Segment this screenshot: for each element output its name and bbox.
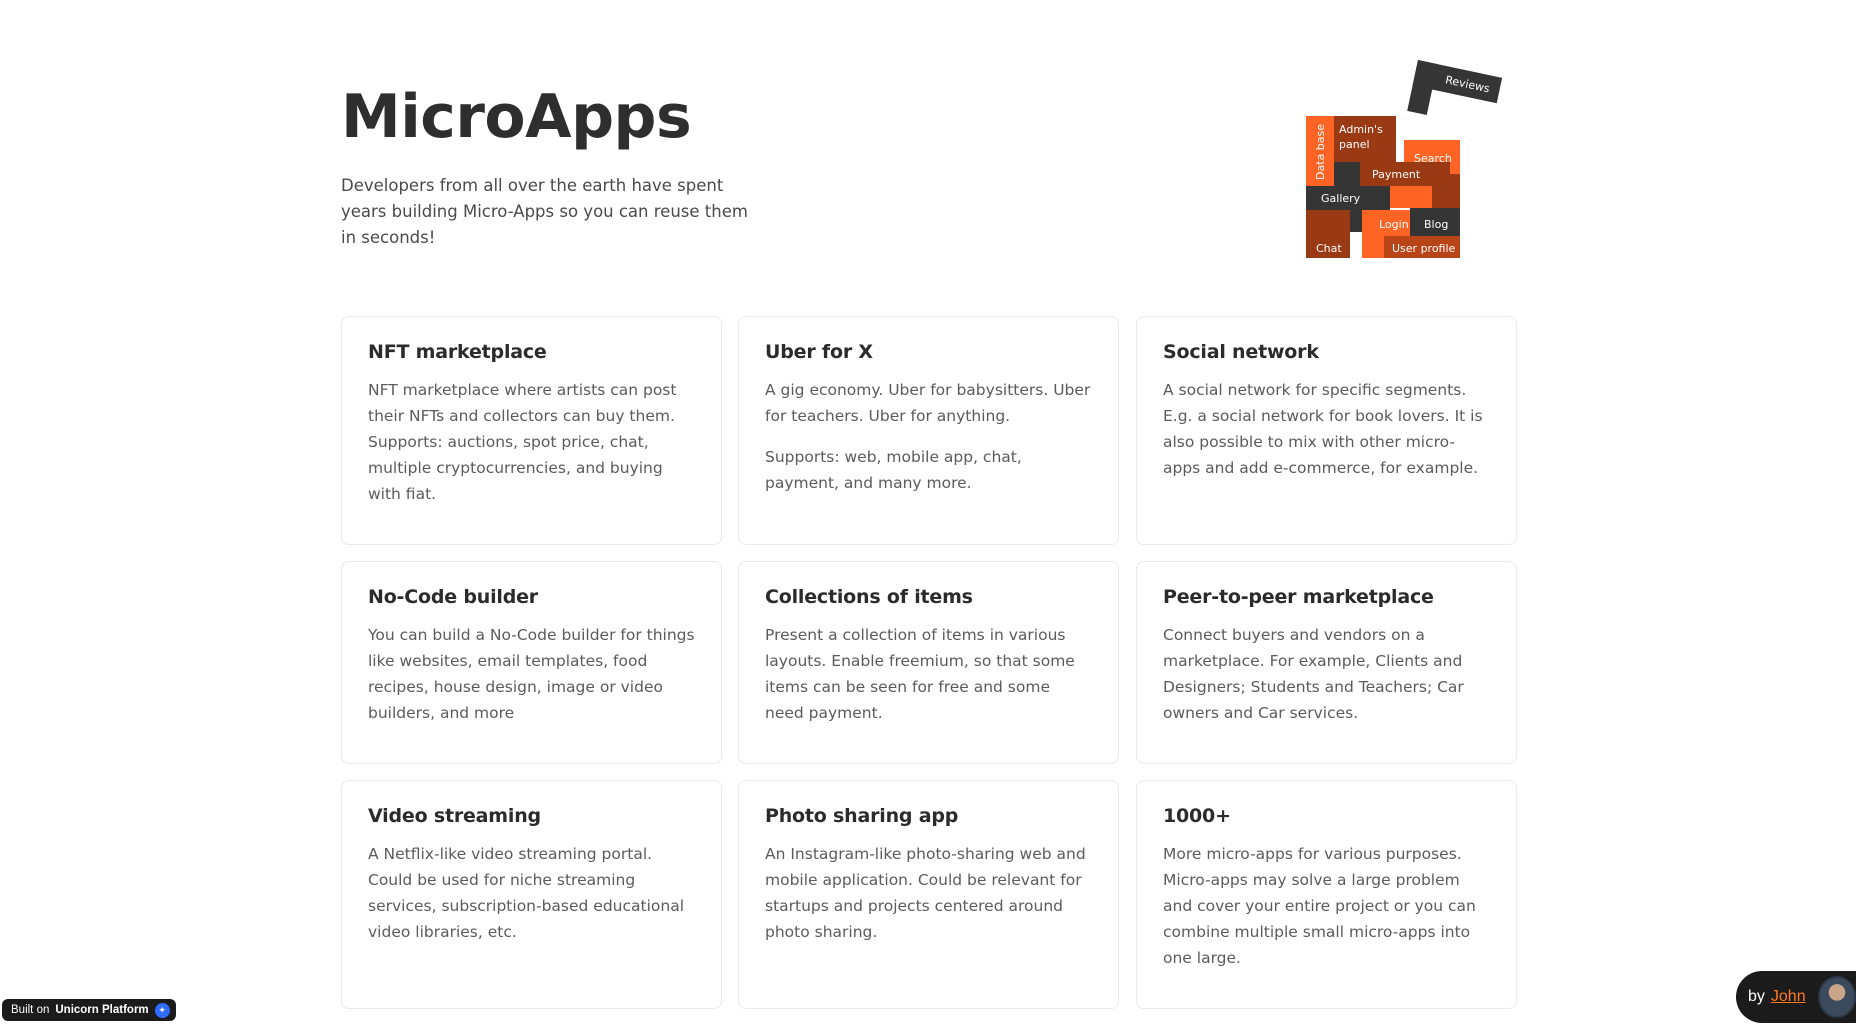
blog-label: Blog bbox=[1424, 218, 1449, 231]
panel-label: panel bbox=[1339, 138, 1370, 151]
payment-label: Payment bbox=[1372, 168, 1421, 181]
card-description: A Netflix-like video streaming portal. Could be used for niche streaming services, subscription-based educational video libraries, etc. bbox=[368, 845, 685, 941]
card-description: You can build a No-Code builder for things like websites, email templates, food recipes, house design, image or video builders, and more bbox=[368, 626, 695, 722]
author-badge[interactable] bbox=[1736, 971, 1856, 1023]
card-title: Video streaming bbox=[368, 805, 541, 827]
card-photo-sharing-app[interactable] bbox=[738, 780, 1119, 1009]
card-description: A gig economy. Uber for babysitters. Uber for teachers. Uber for anything. bbox=[765, 381, 1091, 425]
micro-apps-illustration bbox=[1300, 52, 1520, 287]
by-prefix: by bbox=[1748, 988, 1765, 1005]
card-social-network[interactable] bbox=[1136, 316, 1517, 545]
card-title: NFT marketplace bbox=[368, 341, 547, 363]
card-collections-of-items[interactable] bbox=[738, 561, 1119, 764]
card-video-streaming[interactable] bbox=[341, 780, 722, 1009]
card-title: 1000+ bbox=[1163, 805, 1231, 827]
search-label: Search bbox=[1414, 152, 1452, 165]
author-avatar bbox=[1818, 976, 1856, 1018]
card-1000-plus[interactable] bbox=[1136, 780, 1517, 1009]
page-title: MicroApps bbox=[341, 82, 692, 152]
card-title: Uber for X bbox=[765, 341, 873, 363]
page-subtitle: Developers from all over the earth have spent years building Micro-Apps so you can reuse them in seconds! bbox=[341, 176, 748, 247]
card-title: Peer-to-peer marketplace bbox=[1163, 586, 1434, 608]
card-peer-to-peer-marketplace[interactable] bbox=[1136, 561, 1517, 764]
card-description: Connect buyers and vendors on a marketplace. For example, Clients and Designers; Students and Teachers; Car owners and Car services. bbox=[1163, 626, 1464, 722]
card-title: Social network bbox=[1163, 341, 1319, 363]
chat-label: Chat bbox=[1316, 242, 1342, 255]
database-label: Data base bbox=[1314, 124, 1327, 180]
card-description: A social network for specific segments. E.g. a social network for book lovers. It is also possible to mix with other micro-apps and add e-commerce, for example. bbox=[1163, 381, 1483, 477]
platform-name: Unicorn Platform bbox=[55, 1004, 149, 1016]
user-profile-label: User profile bbox=[1392, 242, 1456, 255]
card-nft-marketplace[interactable] bbox=[341, 316, 722, 545]
reviews-label: Reviews bbox=[1444, 73, 1491, 96]
built-on-prefix: Built on bbox=[11, 1004, 50, 1016]
card-title: Photo sharing app bbox=[765, 805, 959, 827]
author-link[interactable]: John bbox=[1770, 988, 1806, 1005]
unicorn-logo-icon: ✦ bbox=[155, 1003, 170, 1018]
gallery-label: Gallery bbox=[1321, 192, 1361, 205]
built-on-unicorn-badge[interactable] bbox=[2, 999, 176, 1021]
card-description: An Instagram-like photo-sharing web and mobile application. Could be relevant for startups and projects centered around photo sharing. bbox=[765, 845, 1086, 941]
admin-label: Admin's bbox=[1339, 123, 1383, 136]
card-no-code-builder[interactable] bbox=[341, 561, 722, 764]
card-description-extra: Supports: web, mobile app, chat, payment, and many more. bbox=[765, 448, 1022, 492]
card-title: Collections of items bbox=[765, 586, 973, 608]
login-label: Login bbox=[1379, 218, 1409, 231]
card-title: No-Code builder bbox=[368, 586, 538, 608]
card-uber-for-x[interactable] bbox=[738, 316, 1119, 545]
card-description: Present a collection of items in various layouts. Enable freemium, so that some items can be seen for free and some need payment. bbox=[765, 626, 1075, 722]
card-description: NFT marketplace where artists can post their NFTs and collectors can buy them. Supports: auctions, spot price, chat, multiple cryptocurrencies, and buying with fiat. bbox=[368, 381, 677, 503]
card-description: More micro-apps for various purposes. Micro-apps may solve a large problem and cover your entire project or you can combine multiple small micro-apps into one large. bbox=[1163, 845, 1476, 967]
